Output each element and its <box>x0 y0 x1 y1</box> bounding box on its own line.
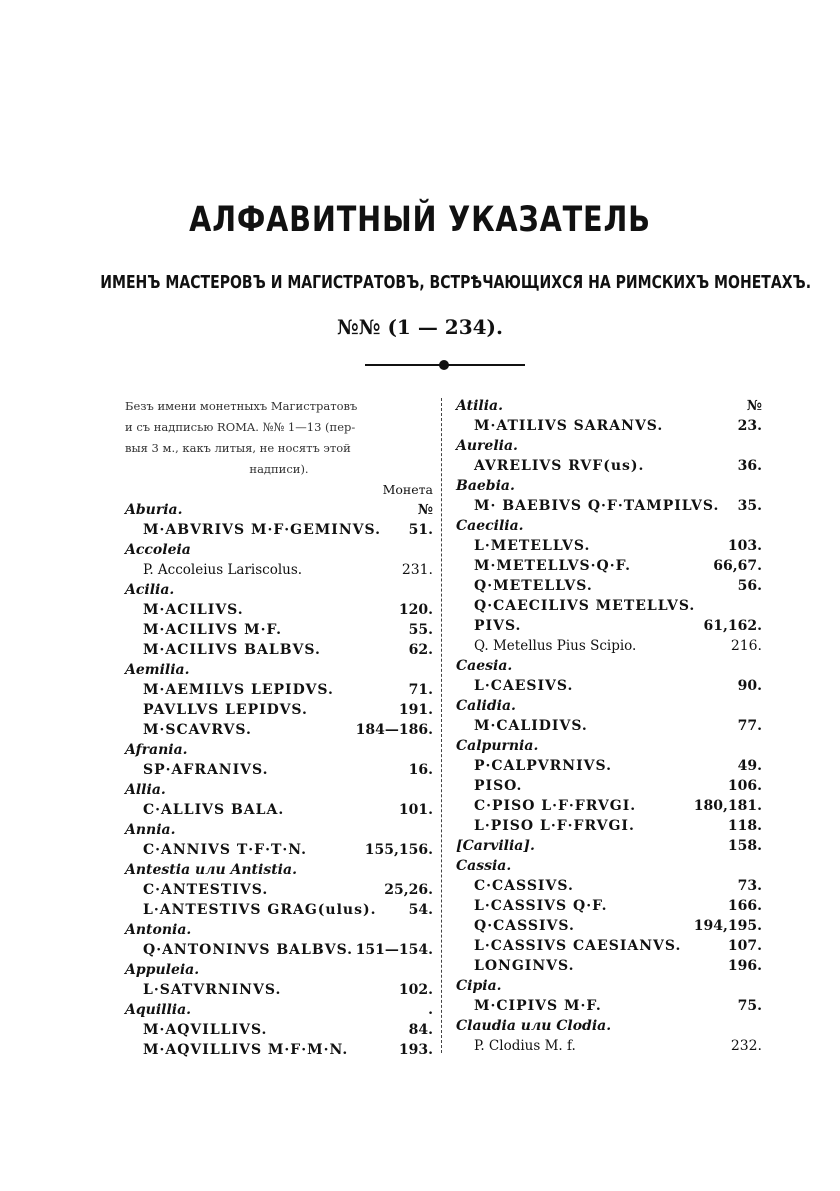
number-range: №№ (1 — 234). <box>337 315 503 339</box>
index-entry-row <box>456 996 762 1016</box>
index-entry-row <box>456 876 762 896</box>
gens-heading-row <box>456 396 762 416</box>
index-entry-row <box>456 756 762 776</box>
index-entry-row <box>125 680 433 700</box>
coin-number: 155,156. <box>364 842 433 858</box>
index-entry-row <box>125 840 433 860</box>
magistrate-name: L·CASSIVS Q·F. <box>474 898 608 914</box>
index-entry-row <box>125 940 433 960</box>
gens-heading-row <box>125 540 433 560</box>
coin-number: 151—154. <box>355 942 433 958</box>
gens-name: Afrania. <box>125 742 188 758</box>
gens-heading-row <box>125 740 433 760</box>
gens-name: Calidia. <box>456 698 516 714</box>
page-title: АЛФАВИТНЫЙ УКАЗАТЕЛЬ <box>189 200 651 240</box>
coin-number: 196. <box>727 958 762 974</box>
index-entry-row <box>456 596 762 616</box>
magistrate-name: M·METELLVS·Q·F. <box>474 558 631 574</box>
magistrate-name: C·ANNIVS T·F·T·N. <box>143 842 308 858</box>
coin-number: 103. <box>727 538 762 554</box>
index-entry-row <box>456 416 762 436</box>
index-entry-row <box>125 620 433 640</box>
index-entry-row <box>125 700 433 720</box>
coin-number: 62. <box>408 642 433 658</box>
index-entry-row <box>125 880 433 900</box>
gens-heading-row <box>456 516 762 536</box>
index-entry-row <box>125 760 433 780</box>
coin-number: № <box>746 398 762 414</box>
magistrate-name: M·AQVILLIVS M·F·M·N. <box>143 1042 349 1058</box>
index-entry-row <box>125 560 433 580</box>
index-entry-row <box>456 816 762 836</box>
index-entry-row <box>456 556 762 576</box>
preface-line: надписи). <box>249 462 309 476</box>
coin-number: 54. <box>408 902 433 918</box>
index-entry-row <box>125 900 433 920</box>
magistrate-name: C·CASSIVS. <box>474 878 574 894</box>
gens-heading-row <box>456 976 762 996</box>
gens-name: Appuleia. <box>125 962 200 978</box>
coin-number: 232. <box>730 1038 762 1054</box>
coin-number: 101. <box>398 802 433 818</box>
gens-name: Antonia. <box>125 922 192 938</box>
coin-number: 16. <box>408 762 433 778</box>
gens-name: Allia. <box>125 782 166 798</box>
coin-number: 184—186. <box>355 722 433 738</box>
page-subtitle <box>0 272 840 293</box>
gens-heading-row <box>456 436 762 456</box>
magistrate-name: M·SCAVRVS. <box>143 722 252 738</box>
magistrate-name: M·ACILIVS M·F. <box>143 622 282 638</box>
subtitle-text: ИМЕНЪ МАСТЕРОВЪ И МАГИСТРАТОВЪ, ВСТРѢЧАЮЩИХСЯ НА РИМСКИХЪ МОНЕТАХЪ. <box>100 272 812 293</box>
index-entry-row <box>456 676 762 696</box>
magistrate-name: Q·METELLVS. <box>474 578 593 594</box>
magistrate-name: M·ACILIVS. <box>143 602 244 618</box>
gens-name: Atilia. <box>456 398 503 414</box>
preface-line: выя 3 м., какъ литыя, не носятъ этой <box>125 441 351 455</box>
magistrate-name: M·CALIDIVS. <box>474 718 588 734</box>
gens-name: Cipia. <box>456 978 502 994</box>
coin-number: 106. <box>727 778 762 794</box>
magistrate-name: M· BAEBIVS Q·F·TAMPILVS. <box>474 498 720 514</box>
gens-name: Calpurnia. <box>456 738 539 754</box>
index-entry-row <box>456 496 762 516</box>
gens-name: Cassia. <box>456 858 512 874</box>
index-entry-row <box>456 916 762 936</box>
gens-name: Baebia. <box>456 478 515 494</box>
coin-number: 73. <box>737 878 762 894</box>
magistrate-name: M·AQVILLIVS. <box>143 1022 268 1038</box>
gens-name: Claudia или Clodia. <box>456 1018 612 1034</box>
magistrate-name: M·ABVRIVS M·F·GEMINVS. <box>143 522 381 538</box>
coin-number: 158. <box>727 838 762 854</box>
column-divider <box>441 398 443 1053</box>
preface-line: Безъ имени монетныхъ Магистратовъ <box>125 399 358 413</box>
magistrate-name: P·CALPVRNIVS. <box>474 758 612 774</box>
magistrate-name: P. Accoleius Lariscolus. <box>143 562 303 578</box>
gens-name: Aquillia. <box>125 1002 192 1018</box>
gens-heading-row <box>456 656 762 676</box>
gens-heading-row <box>125 1000 433 1020</box>
coin-number: 231. <box>401 562 433 578</box>
coin-number: 71. <box>408 682 433 698</box>
coin-number: 194,195. <box>693 918 762 934</box>
preface-text <box>125 396 433 480</box>
gens-heading-row <box>456 836 762 856</box>
magistrate-name: Q·ANTONINVS BALBVS. <box>143 942 354 958</box>
coin-number: 90. <box>737 678 762 694</box>
coin-number: 107. <box>727 938 762 954</box>
coin-number: 166. <box>727 898 762 914</box>
magistrate-name: M·CIPIVS M·F. <box>474 998 602 1014</box>
gens-name: Aemilia. <box>125 662 190 678</box>
right-column <box>456 396 762 1056</box>
magistrate-name: LONGINVS. <box>474 958 575 974</box>
left-index-list <box>125 500 433 1060</box>
coin-number: 36. <box>737 458 762 474</box>
coin-number: 55. <box>408 622 433 638</box>
gens-name: Caecilia. <box>456 518 524 534</box>
index-entry-row <box>456 716 762 736</box>
index-entry-row <box>456 936 762 956</box>
magistrate-name: PISO. <box>474 778 523 794</box>
magistrate-name: M·ACILIVS BALBVS. <box>143 642 321 658</box>
gens-heading-row <box>125 960 433 980</box>
index-entry-row <box>456 536 762 556</box>
coin-number: 84. <box>408 1022 433 1038</box>
magistrate-name: AVRELIVS RVF(us). <box>474 458 645 474</box>
coin-number: 23. <box>737 418 762 434</box>
magistrate-name: M·AEMILVS LEPIDVS. <box>143 682 334 698</box>
index-entry-row <box>125 1020 433 1040</box>
magistrate-name: SP·AFRANIVS. <box>143 762 269 778</box>
index-entry-row <box>456 616 762 636</box>
gens-heading-row <box>125 920 433 940</box>
gens-heading-row <box>456 1016 762 1036</box>
preface-line: и съ надписью ROMA. №№ 1—13 (пер- <box>125 420 356 434</box>
coin-number: 35. <box>737 498 762 514</box>
gens-name: Accoleia <box>125 542 191 558</box>
index-entry-row <box>456 456 762 476</box>
gens-name: Aurelia. <box>456 438 518 454</box>
gens-heading-row <box>456 736 762 756</box>
coin-number: 180,181. <box>693 798 762 814</box>
gens-heading-row <box>125 820 433 840</box>
index-entry-row <box>456 896 762 916</box>
magistrate-name: L·CAESIVS. <box>474 678 574 694</box>
magistrate-name: L·PISO L·F·FRVGI. <box>474 818 635 834</box>
magistrate-name: C·ALLIVS BALA. <box>143 802 285 818</box>
magistrate-name: L·ANTESTIVS GRAG(ulus). <box>143 902 377 918</box>
magistrate-name: M·ATILIVS SARANVS. <box>474 418 664 434</box>
left-column <box>125 396 433 1060</box>
gens-heading-row <box>125 660 433 680</box>
coin-number: 77. <box>737 718 762 734</box>
index-entry-row <box>456 956 762 976</box>
gens-heading-row <box>125 780 433 800</box>
gens-heading-row <box>456 856 762 876</box>
index-entry-row <box>456 776 762 796</box>
coin-number: 75. <box>737 998 762 1014</box>
coin-number: 66,67. <box>713 558 762 574</box>
magistrate-name: L·SATVRNINVS. <box>143 982 282 998</box>
magistrate-name: L·CASSIVS CAESIANVS. <box>474 938 682 954</box>
coin-number: 56. <box>737 578 762 594</box>
index-entry-row <box>456 576 762 596</box>
coin-number: 25,26. <box>384 882 433 898</box>
index-entry-row <box>456 636 762 656</box>
ornament-dot <box>439 360 449 370</box>
coin-number: 118. <box>727 818 762 834</box>
gens-name: Caesia. <box>456 658 513 674</box>
coin-number: 61,162. <box>703 618 762 634</box>
gens-heading-row <box>456 696 762 716</box>
gens-heading-row <box>456 476 762 496</box>
magistrate-name: PAVLLVS LEPIDVS. <box>143 702 308 718</box>
index-entry-row <box>125 1040 433 1060</box>
coin-number: 49. <box>737 758 762 774</box>
gens-name: Acilia. <box>125 582 175 598</box>
gens-heading-row <box>125 580 433 600</box>
index-entry-row <box>125 800 433 820</box>
gens-heading-row <box>125 860 433 880</box>
gens-name: Annia. <box>125 822 176 838</box>
gens-heading-row <box>125 500 433 520</box>
index-entry-row <box>125 980 433 1000</box>
gens-name: Antestia или Antistia. <box>125 862 297 878</box>
magistrate-name: Q·CASSIVS. <box>474 918 575 934</box>
index-entry-row <box>125 640 433 660</box>
ornament-divider <box>365 362 525 368</box>
magistrate-name: Q. Metellus Pius Scipio. <box>474 638 637 654</box>
coin-number: 216. <box>730 638 762 654</box>
right-index-list <box>456 396 762 1056</box>
index-entry-row <box>125 720 433 740</box>
coin-number: 120. <box>398 602 433 618</box>
magistrate-name: Q·CAECILIVS METELLVS. <box>474 598 696 614</box>
coin-number: № <box>417 502 433 518</box>
coin-number: 193. <box>398 1042 433 1058</box>
coin-number: . <box>428 1002 433 1018</box>
coin-number: 51. <box>408 522 433 538</box>
gens-name: [Carvilia]. <box>456 838 535 854</box>
column-header: Монета <box>382 482 433 497</box>
index-entry-row <box>456 1036 762 1056</box>
magistrate-name: C·PISO L·F·FRVGI. <box>474 798 637 814</box>
index-entry-row <box>125 600 433 620</box>
magistrate-name: PIVS. <box>474 618 522 634</box>
magistrate-name: L·METELLVS. <box>474 538 591 554</box>
coin-number: 191. <box>398 702 433 718</box>
magistrate-name: P. Clodius M. f. <box>474 1038 576 1054</box>
gens-name: Aburia. <box>125 502 183 518</box>
coin-number: 102. <box>398 982 433 998</box>
index-entry-row <box>456 796 762 816</box>
index-entry-row <box>125 520 433 540</box>
magistrate-name: C·ANTESTIVS. <box>143 882 269 898</box>
